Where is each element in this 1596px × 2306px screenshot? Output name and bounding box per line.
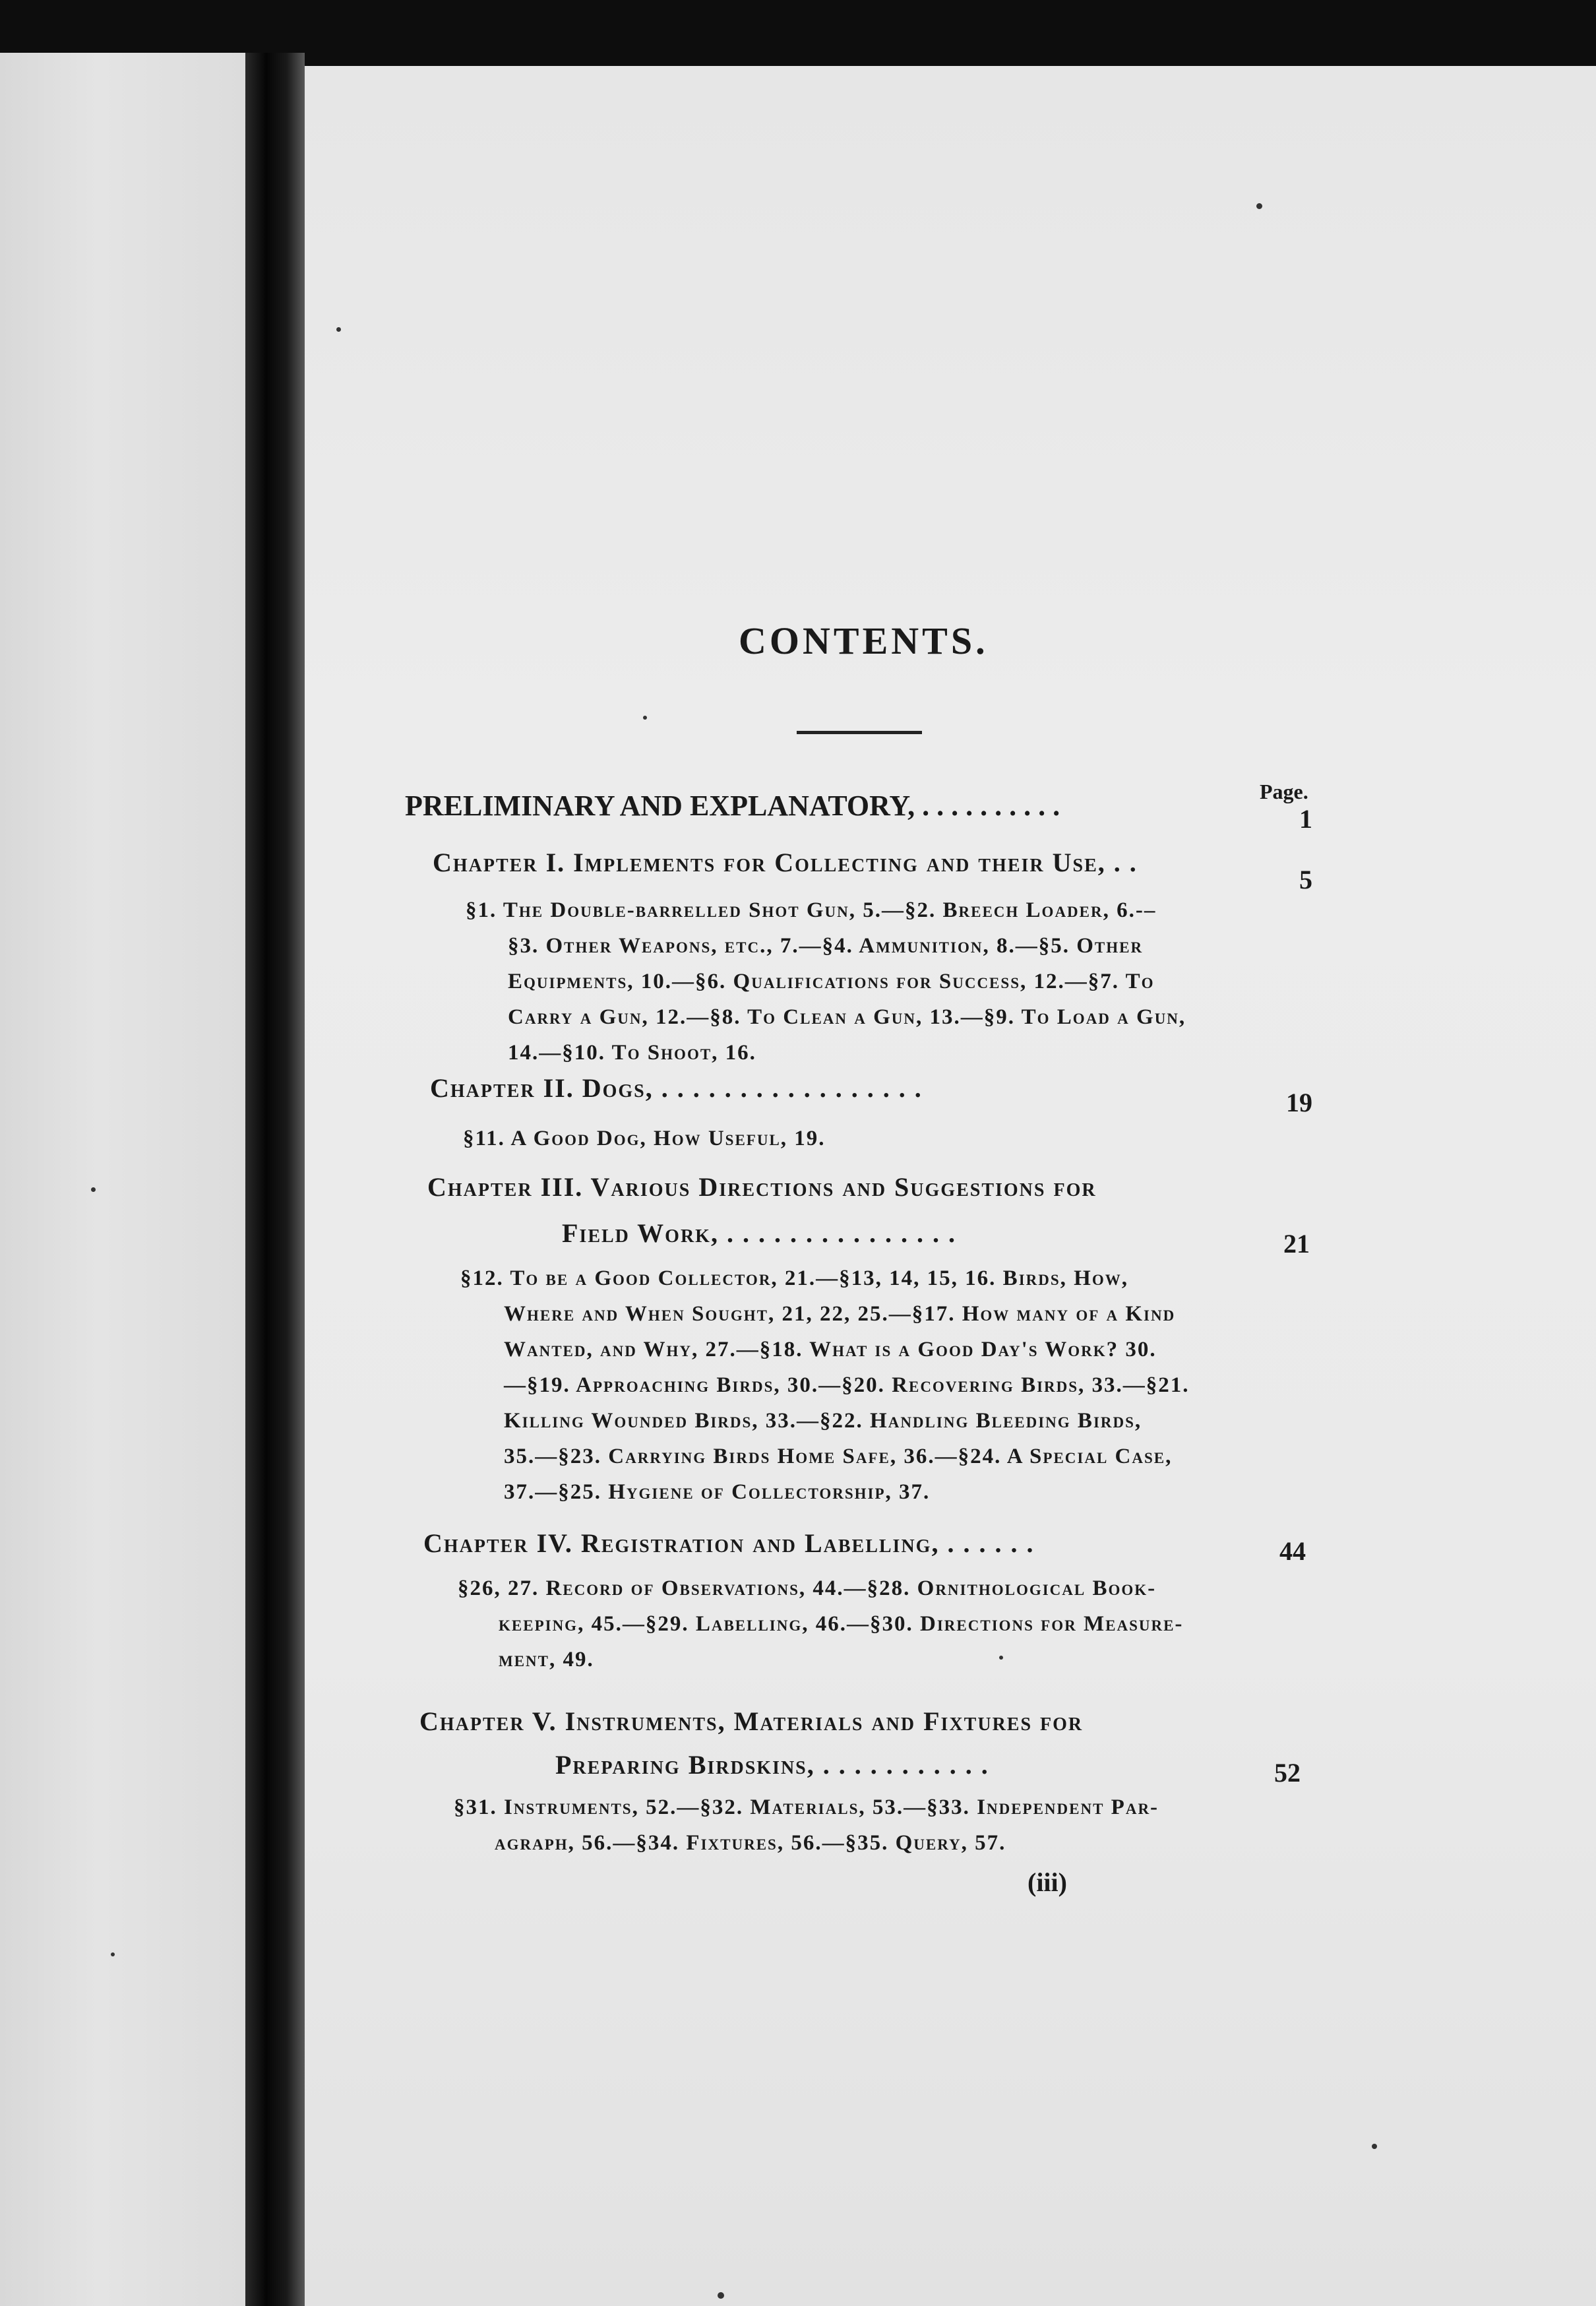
section-line: Carry a Gun, 12.—§8. To Clean a Gun, 13.—§9. To Load a Gun, (508, 1005, 1186, 1029)
binding-gutter (245, 53, 305, 2306)
toc-entry-preliminary: PRELIMINARY AND EXPLANATORY, . . . . . . . . . . (405, 790, 1060, 822)
chapter-title: Chapter III. Various Directions and Suggestions for (427, 1172, 1097, 1202)
section-line: ment, 49. (499, 1648, 594, 1671)
section-line: §12. To be a Good Collector, 21.—§13, 14, 15, 16. Birds, How, (460, 1266, 1128, 1290)
section-line: §26, 27. Record of Observations, 44.—§28. Ornithological Book- (458, 1576, 1157, 1600)
toc-page-number: 5 (1299, 865, 1312, 894)
paper-speck (643, 716, 647, 720)
page-folio: (iii) (1028, 1867, 1067, 1897)
chapter-title: Chapter V. Instruments, Materials and Fixtures for (419, 1706, 1084, 1736)
paper-speck (999, 1656, 1003, 1660)
toc-page-number: 1 (1299, 804, 1312, 834)
chapter-title-continued: Field Work, . . . . . . . . . . . . . . . (562, 1218, 956, 1248)
paper-speck (91, 1187, 96, 1192)
toc-page-number: 52 (1274, 1758, 1301, 1788)
chapter-title: Chapter I. Implements for Collecting and their Use, . . (433, 848, 1138, 877)
paper-speck (336, 327, 341, 332)
section-line: Where and When Sought, 21, 22, 25.—§17. How many of a Kind (504, 1302, 1176, 1326)
section-line: §11. A Good Dog, How Useful, 19. (463, 1127, 826, 1150)
paper-speck (1372, 2144, 1377, 2149)
section-line: Killing Wounded Birds, 33.—§22. Handling Bleeding Birds, (504, 1409, 1142, 1433)
toc-page-number: 21 (1283, 1229, 1310, 1259)
paper-speck (718, 2292, 724, 2299)
section-line: Equipments, 10.—§6. Qualifications for Success, 12.—§7. To (508, 970, 1155, 993)
section-line: —§19. Approaching Birds, 30.—§20. Recovering Birds, 33.—§21. (504, 1373, 1190, 1397)
section-line: 35.—§23. Carrying Birds Home Safe, 36.—§24. A Special Case, (504, 1445, 1173, 1468)
toc-page-number: 19 (1286, 1088, 1312, 1117)
section-line: 14.—§10. To Shoot, 16. (508, 1041, 756, 1065)
section-line: §3. Other Weapons, etc., 7.—§4. Ammunition, 8.—§5. Other (508, 934, 1144, 958)
chapter-title-continued: Preparing Birdskins, . . . . . . . . . . . (555, 1750, 989, 1780)
paper-speck (1256, 203, 1262, 209)
chapter-title: Chapter IV. Registration and Labelling, . . . . . . (423, 1528, 1035, 1558)
facing-page (0, 53, 245, 2306)
section-line: 37.—§25. Hygiene of Collectorship, 37. (504, 1480, 931, 1504)
section-line: §31. Instruments, 52.—§32. Materials, 53.—§33. Independent Par- (454, 1795, 1159, 1819)
heading-rule (797, 731, 922, 734)
paper-speck (111, 1952, 115, 1956)
contents-heading: CONTENTS. (739, 619, 989, 662)
section-line: §1. The Double-barrelled Shot Gun, 5.—§2. Breech Loader, 6.-– (466, 898, 1157, 922)
section-line: agraph, 56.—§34. Fixtures, 56.—§35. Query, 57. (495, 1831, 1006, 1855)
page-column-label: Page. (1260, 780, 1308, 803)
chapter-title: Chapter II. Dogs, . . . . . . . . . . . . . . . . . (430, 1073, 923, 1103)
section-line: Wanted, and Why, 27.—§18. What is a Good Day's Work? 30. (504, 1338, 1157, 1361)
toc-page-number: 44 (1279, 1536, 1306, 1566)
section-line: keeping, 45.—§29. Labelling, 46.—§30. Directions for Measure- (499, 1612, 1184, 1636)
